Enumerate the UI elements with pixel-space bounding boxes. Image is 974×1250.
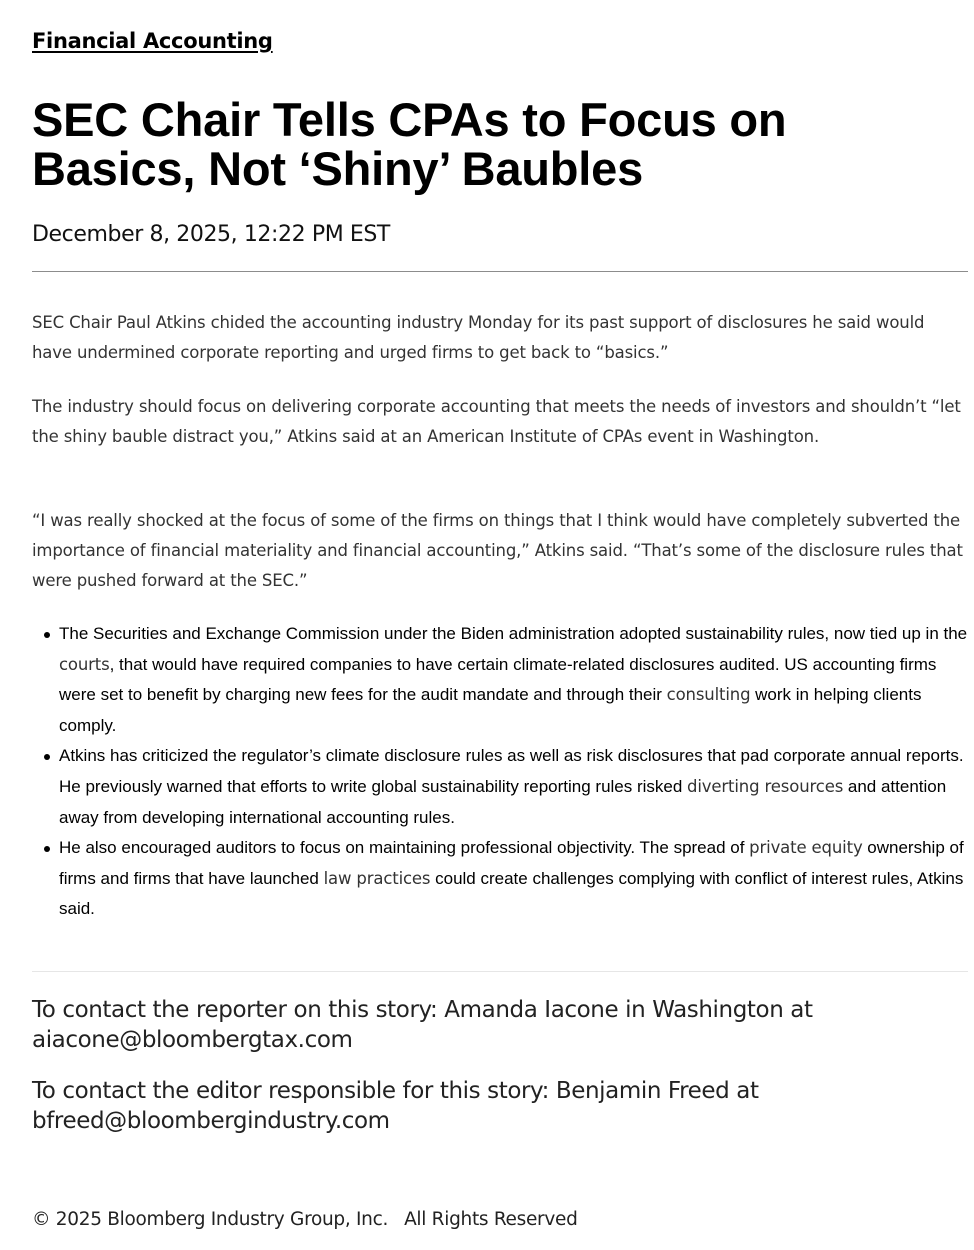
editor-contact: To contact the editor responsible for this story: Benjamin Freed at bfreed@bloombergindustry.com: [32, 1078, 759, 1134]
bullet-text: could create challenges complying with conflict of interest rules, Atkins said.: [59, 868, 964, 919]
bullet-text: ownership of firms and firms that have launched: [59, 838, 964, 888]
paragraph: “I was really shocked at the focus of some of the firms on things that I think would have completely subverted the importance of financial materiality and financial accounting,” Atkins said. “That’s some of the disclosure rules that were pushed forward at the SEC.”: [32, 511, 963, 590]
bullet-item: [59, 741, 968, 833]
bullet-text: work in helping clients comply.: [59, 685, 922, 735]
bullet-text: He also encouraged auditors to focus on maintaining professional objectivity. The spread of: [59, 838, 750, 858]
paragraph: The industry should focus on delivering corporate accounting that meets the needs of investors and shouldn’t “let the shiny bauble distract you,” Atkins said at an American Institute of CPAs event in Washington.: [32, 397, 961, 446]
header-divider: [32, 271, 968, 272]
reporter-contact: To contact the reporter on this story: Amanda Iacone in Washington at aiacone@bloombergtax.com: [32, 997, 813, 1053]
bullet-text: The Securities and Exchange Commission under the Biden administration adopted sustainability rules, now tied up in the: [59, 624, 968, 643]
contacts-divider: [32, 971, 968, 972]
courts-link[interactable]: courts: [59, 654, 110, 674]
private-equity-link[interactable]: private equity: [749, 838, 863, 858]
rights-reserved: All Rights Reserved: [404, 1209, 578, 1230]
bullet-item: [59, 619, 968, 741]
headline: SEC Chair Tells CPAs to Focus on Basics, Not ‘Shiny’ Baubles: [32, 93, 787, 195]
footer: [32, 1209, 578, 1230]
bullet-text: Atkins has criticized the regulator’s climate disclosure rules as well as risk disclosures that pad corporate annual reports. He previously warned that efforts to write global sustainability reporting rules risked: [59, 746, 964, 796]
bullet-item: [59, 833, 968, 925]
bullet-text: , that would have required companies to have certain climate-related disclosures audited. US accounting firms were set to benefit by charging new fees for the audit mandate and through their: [59, 654, 937, 705]
consulting-link[interactable]: consulting: [666, 685, 751, 705]
law-practices-link[interactable]: law practices: [323, 868, 431, 888]
bullet-text: and attention away from developing international accounting rules.: [59, 776, 947, 827]
copyright: © 2025 Bloomberg Industry Group, Inc.: [32, 1209, 389, 1230]
paragraph: SEC Chair Paul Atkins chided the accounting industry Monday for its past support of disclosures he said would have undermined corporate reporting and urged firms to get back to “basics.”: [32, 313, 925, 362]
diverting-resources-link[interactable]: diverting resources: [687, 776, 844, 796]
bullet-list: [32, 619, 968, 925]
category-link[interactable]: Financial Accounting: [32, 29, 273, 53]
dateline: December 8, 2025, 12:22 PM EST: [32, 222, 390, 247]
